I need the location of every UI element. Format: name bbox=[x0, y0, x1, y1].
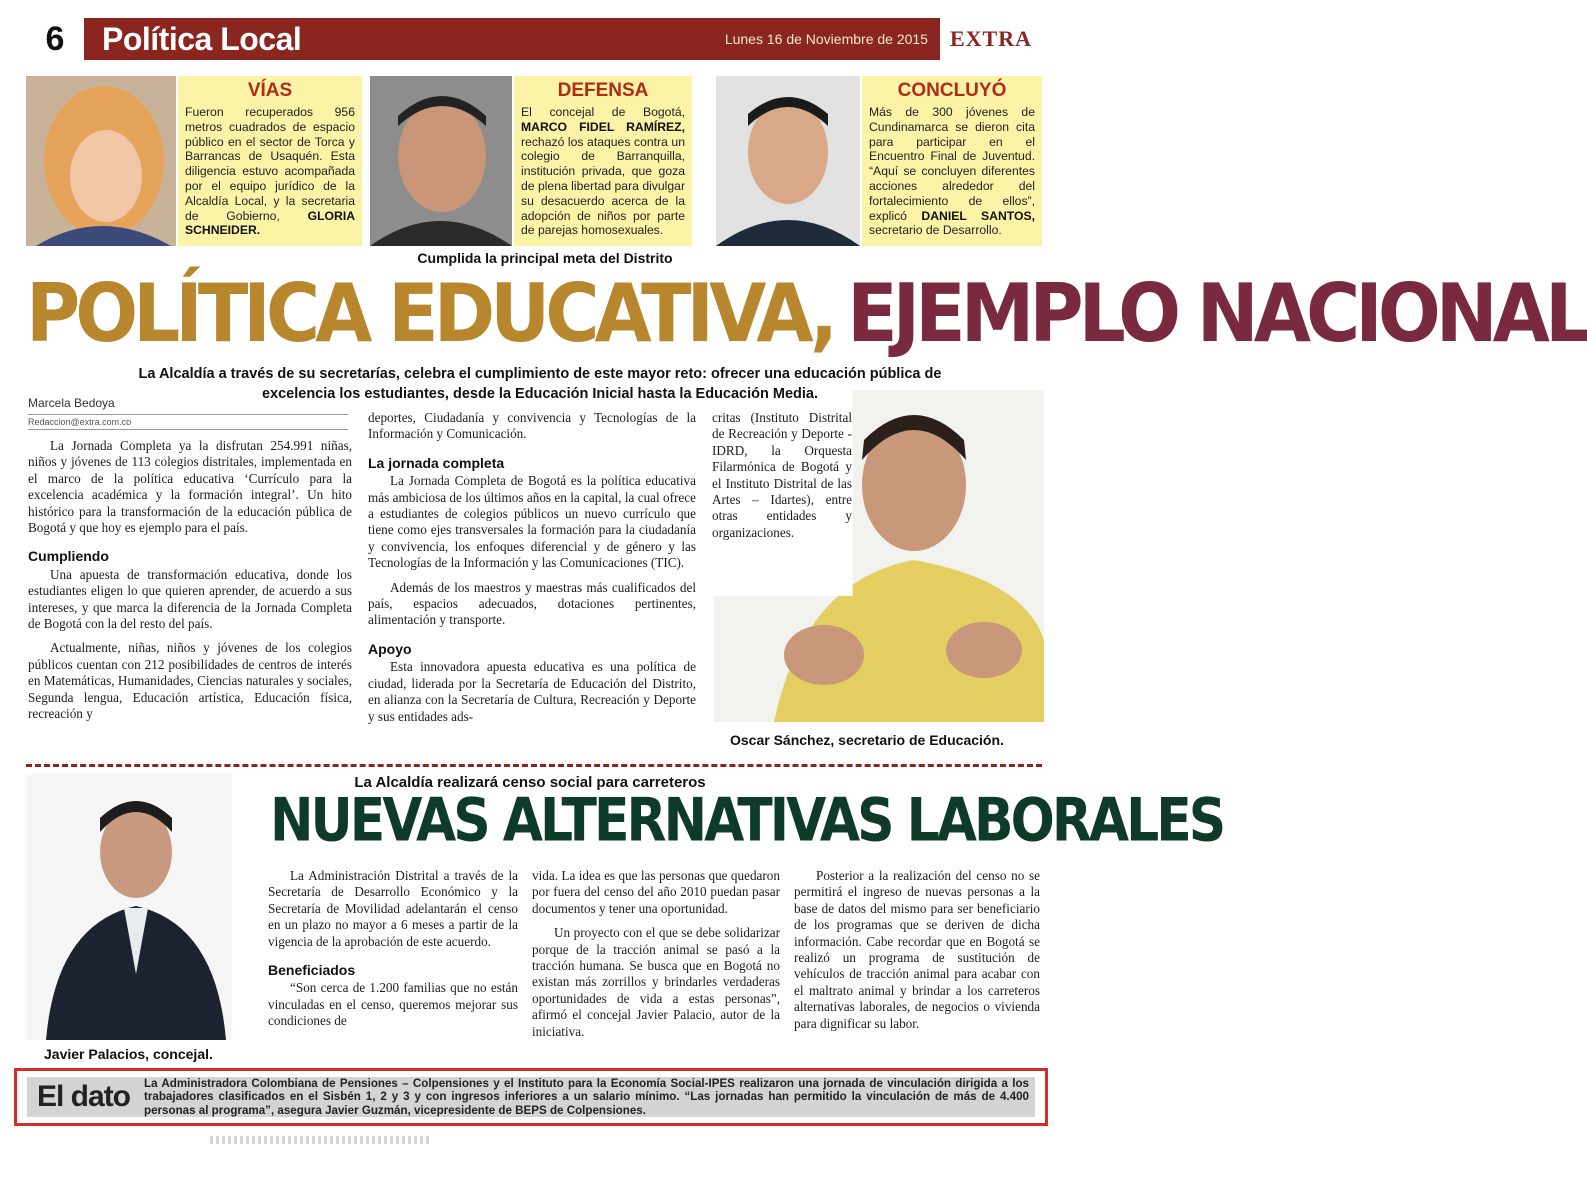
section-header bbox=[26, 18, 1042, 60]
el-dato-title: El dato bbox=[37, 1080, 131, 1113]
issue-date: Lunes 16 de Noviembre de 2015 bbox=[724, 31, 928, 47]
story1-deck: La Alcaldía a través de su secretarías, celebra el cumplimiento de este mayor reto: ofrecer una educación pública de excelencia los estudiantes, desde la Educación Inicial hasta la Educación Media. bbox=[138, 366, 942, 402]
paragraph: “Son cerca de 1.200 familias que no están vinculadas en el censo, queremos mejorar sus condiciones de bbox=[268, 980, 518, 1029]
photo-gloria-schneider bbox=[26, 76, 176, 246]
brief-vias bbox=[178, 76, 362, 246]
story2-column-2 bbox=[532, 868, 780, 1048]
paragraph: Además de los maestros y maestras más cualificados del país, espacios adecuados, dotaciones pertinentes, alimentación y transporte. bbox=[368, 579, 696, 628]
subhead-beneficiados: Beneficiados bbox=[268, 962, 356, 979]
story1-column-3 bbox=[712, 410, 852, 549]
story1-headline bbox=[26, 262, 1587, 366]
paragraph: Una apuesta de transformación educativa, donde los estudiantes eligen lo que quieren aprender, de acuerdo a sus intereses, y que marca la diferencia de la Jornada Completa de Bogotá con la del resto del país. bbox=[28, 566, 352, 632]
brief-title: CONCLUYÓ bbox=[897, 80, 1007, 101]
brief-person: DANIEL SANTOS, bbox=[921, 208, 1035, 223]
story1-kicker: Cumplida la principal meta del Distrito bbox=[417, 250, 673, 266]
brief-text: Fueron recuperados 956 metros cuadrados de espacio público en el sector de Torca y Barrancas de Usaquén. Esta diligencia estuvo acompañada por el equipo jurídico de la Alcaldía Local, y la secretaria de Gobierno, bbox=[185, 105, 355, 223]
brief-person: MARCO FIDEL RAMÍREZ, bbox=[521, 119, 685, 134]
section-title: Política Local bbox=[102, 20, 302, 57]
story2-column-3 bbox=[794, 868, 1040, 1040]
brief-text: rechazó los ataques contra un colegio de Barranquilla, institución privada, que goza de plena libertad para divulgar su desacuerdo acerca de la adopción de niños por parte de parejas homosexuales. bbox=[521, 134, 685, 238]
news-briefs bbox=[26, 76, 1042, 246]
paragraph: La Jornada Completa de Bogotá es la política educativa más ambiciosa de los últimos años en la capital, la cual ofrece a estudiantes de colegios públicos un nuevo currículo que tiene como ejes transversales la formación para la ciudadanía y convivencia, los enfoques diferencial y de género y las Tecnologías de la Información y las Comunicaciones (TIC). bbox=[368, 473, 696, 571]
brief-text: El concejal de Bogotá, bbox=[521, 105, 685, 119]
print-artifact bbox=[210, 1136, 430, 1144]
brief-title: VÍAS bbox=[247, 80, 293, 101]
brief-person: GLORIA SCHNEIDER. bbox=[185, 208, 356, 238]
story2-column-1 bbox=[268, 868, 518, 1038]
story1-column-2 bbox=[368, 410, 696, 733]
headline-part-a: POLÍTICA EDUCATIVA, bbox=[26, 267, 834, 361]
photo-caption-javier: Javier Palacios, concejal. bbox=[44, 1046, 213, 1062]
story1-column-1 bbox=[28, 438, 352, 731]
paragraph: deportes, Ciudadanía y convivencia y Tecnologías de la Información y Comunicación. bbox=[368, 410, 696, 442]
photo-daniel-santos bbox=[716, 76, 860, 246]
brief-text: secretario de Desarrollo. bbox=[869, 223, 1002, 238]
section-divider bbox=[26, 764, 1042, 767]
brief-defensa bbox=[514, 76, 692, 246]
brief-title: DEFENSA bbox=[557, 80, 649, 101]
byline: Marcela Bedoya bbox=[28, 396, 115, 410]
subhead-apoyo: Apoyo bbox=[368, 640, 412, 657]
paragraph: Esta innovadora apuesta educativa es una política de ciudad, liderada por la Secretaría de Educación del Distrito, en alianza con la Secretaría de Cultura, Recreación y Deporte y sus entidades ads- bbox=[368, 659, 696, 724]
el-dato-box bbox=[14, 1068, 1048, 1126]
paragraph: vida. La idea es que las personas que quedaron por fuera del censo del año 2010 puedan pasar documentos y tener una oportunidad. bbox=[532, 868, 780, 916]
story2-kicker: La Alcaldía realizará censo social para carreteros bbox=[354, 774, 706, 791]
subhead-jornada: La jornada completa bbox=[368, 454, 505, 471]
byline-email: Redaccion@extra.com.co bbox=[28, 414, 348, 430]
brief-concluyo bbox=[862, 76, 1042, 246]
story2-headline: NUEVAS ALTERNATIVAS LABORALES bbox=[270, 786, 1224, 856]
photo-caption-oscar: Oscar Sánchez, secretario de Educación. bbox=[730, 732, 1004, 748]
brief-text: Más de 300 jóvenes de Cundinamarca se dieron cita para participar en el Encuentro Final de Juventud. “Aquí se concluyen diferentes acciones alrededor del fortalecimiento de ellos”, explicó bbox=[869, 105, 1035, 223]
paragraph: La Jornada Completa ya la disfrutan 254.991 niñas, niños y jóvenes de 113 colegios distritales, implementada en el marco de la política educativa ‘Currículo para la excelencia académica y la formación integral’. Un hito histórico para la transformación de la educación pública de Bogotá y que hoy es ejemplo para el país. bbox=[28, 438, 352, 536]
el-dato-inner bbox=[27, 1077, 1035, 1117]
subhead-cumpliendo: Cumpliendo bbox=[28, 548, 109, 565]
el-dato-text: La Administradora Colombiana de Pensiones – Colpensiones y el Instituto para la Economía Social-IPES realizaron una jornada de vinculación dirigida a los trabajadores clasificados en el Sisbén 1, 2 y 3 y con ingresos inferiores a un salario mínimo. “Las jornadas han permitido la vinculación de más de 4.400 personas al programa”, asegura Javier Guzmán, vicepresidente de BEPS de Colpensiones. bbox=[144, 1076, 1029, 1117]
paragraph: Actualmente, niñas, niños y jóvenes de los colegios públicos cuentan con 212 posibilidades de centros de interés en Matemáticas, Humanidades, Ciencias naturales y sociales, Segunda lengua, Educación artística, Educación física, recreación y bbox=[28, 640, 352, 722]
newspaper-logo: EXTRA bbox=[940, 18, 1042, 60]
paragraph: La Administración Distrital a través de la Secretaría de Desarrollo Económico y la Secretaría de Movilidad adelantarán el censo en un plazo no mayor a 6 meses a partir de la vigencia de la aprobación de este acuerdo. bbox=[268, 868, 518, 949]
paragraph: critas (Instituto Distrital de Recreación y Deporte - IDRD, la Orquesta Filarmónica de Bogotá y el Instituto Distrital de las Artes – Idartes), entre otras entidades y organizaciones. bbox=[712, 410, 852, 540]
photo-marco-fidel-ramirez bbox=[370, 76, 512, 246]
page-number: 6 bbox=[26, 18, 90, 60]
paragraph: Posterior a la realización del censo no se permitirá el ingreso de nuevas personas a la base de datos del mismo para ser beneficiario de los programas que se deriven de dicha información. Cabe recordar que en Bogotá se realizó un programa de sustitución de vehículos de tracción animal para acabar con el maltrato animal y brindar a los carreteros alternativas laborales, de negocios o vivienda para dignificar su labor. bbox=[794, 868, 1040, 1031]
headline-part-b: EJEMPLO NACIONAL bbox=[847, 267, 1587, 361]
photo-javier-palacios bbox=[26, 774, 232, 1040]
paragraph: Un proyecto con el que se debe solidarizar porque de la tracción animal se pasó a la tracción humana. Se busca que en Bogotá no existan más zorrillos y brindarles verdaderas oportunidades de vida a estas personas”, afirmó el concejal Javier Palacio, autor de la iniciativa. bbox=[532, 925, 780, 1039]
